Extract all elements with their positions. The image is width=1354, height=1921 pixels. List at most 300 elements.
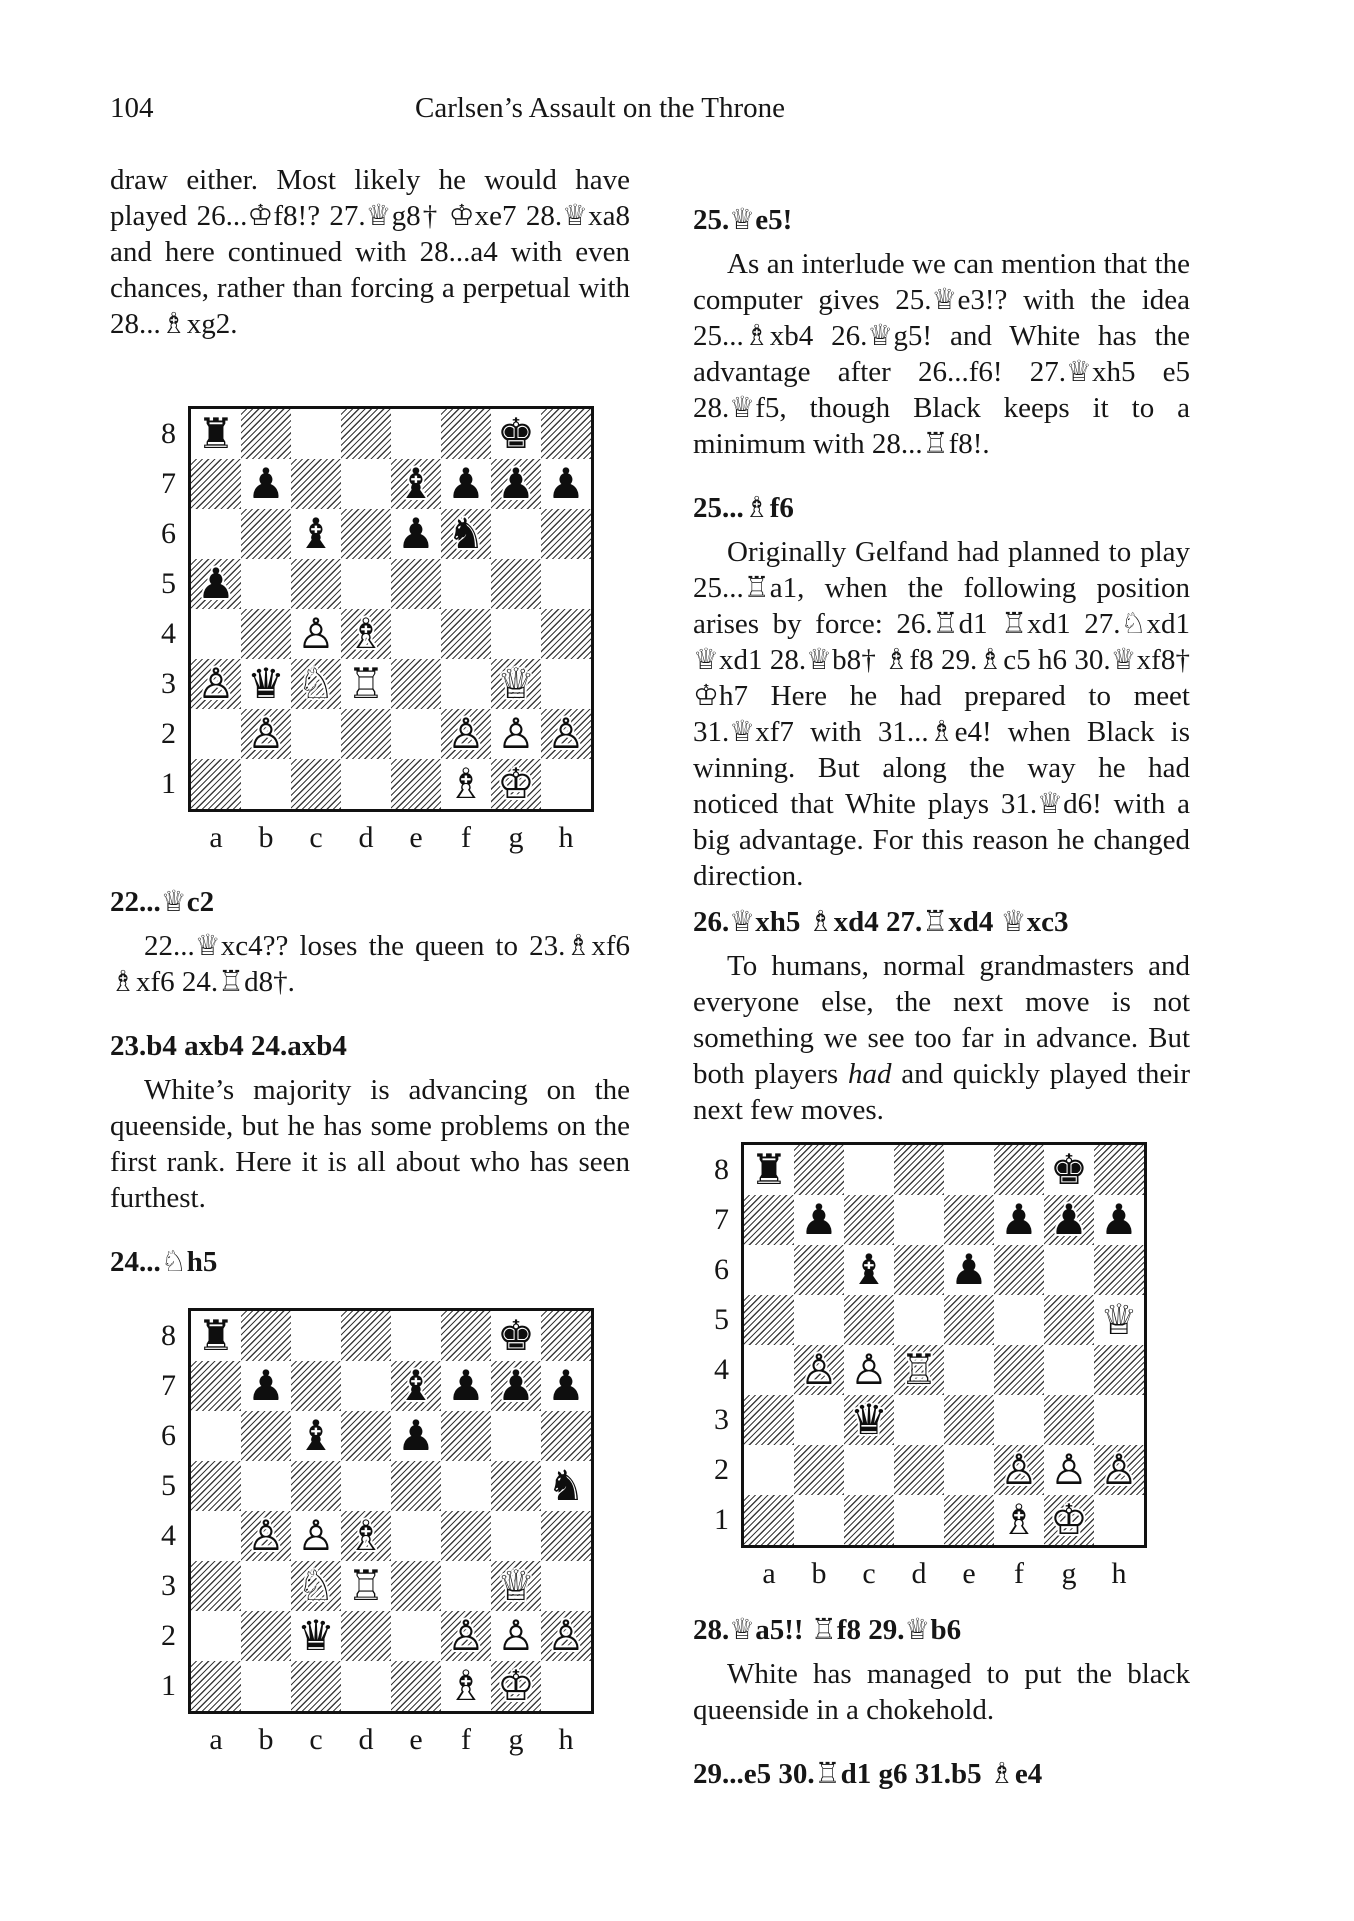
file-label-f: f — [1014, 1557, 1024, 1590]
white-pawn-f2: ♙ — [1000, 1445, 1038, 1494]
rank-label-1: 1 — [161, 1669, 176, 1702]
black-pawn-h7: ♟ — [1100, 1195, 1138, 1244]
paragraph-26-post: and quickly played their next few moves. — [693, 1058, 1190, 1126]
square-d7 — [341, 459, 391, 509]
square-d4 — [341, 609, 391, 659]
rank-label-6: 6 — [161, 1419, 176, 1452]
square-b8 — [241, 1311, 291, 1361]
square-f6 — [994, 1245, 1044, 1295]
square-a8 — [191, 409, 241, 459]
black-rook-a8: ♜ — [197, 1311, 235, 1360]
square-a2 — [191, 1611, 241, 1661]
white-rook-d3: ♖ — [347, 659, 385, 708]
white-pawn-f2: ♙ — [447, 709, 485, 758]
black-rook-a8: ♜ — [197, 409, 235, 458]
white-pawn-b4: ♙ — [247, 1511, 285, 1560]
square-f6 — [441, 509, 491, 559]
square-e8 — [391, 1311, 441, 1361]
square-h4 — [541, 1511, 591, 1561]
file-label-e: e — [409, 1723, 423, 1756]
square-c7 — [291, 1361, 341, 1411]
square-b7 — [794, 1195, 844, 1245]
white-queen-g3: ♕ — [497, 1561, 535, 1610]
square-d8 — [341, 409, 391, 459]
white-pawn-b2: ♙ — [247, 709, 285, 758]
square-c4 — [291, 1511, 341, 1561]
chess-diagram-1 — [150, 406, 630, 856]
square-c3 — [291, 1561, 341, 1611]
file-label-e: e — [409, 821, 423, 854]
two-column-body — [0, 162, 1354, 1800]
square-b3 — [794, 1395, 844, 1445]
square-g3 — [491, 659, 541, 709]
file-labels — [191, 820, 594, 856]
square-h1 — [541, 1661, 591, 1711]
move-heading-25: 25.♕e5! — [693, 204, 793, 236]
square-d1 — [341, 1661, 391, 1711]
file-label-a: a — [762, 1557, 776, 1590]
square-h8 — [541, 1311, 591, 1361]
square-d5 — [894, 1295, 944, 1345]
square-c8 — [291, 409, 341, 459]
file-labels — [191, 1722, 594, 1758]
paragraph-26-pre: To humans, normal grandmasters and everyone else, the next move is not something we see too far in advance. But both players — [693, 950, 1190, 1090]
square-e3 — [944, 1395, 994, 1445]
square-b2 — [241, 1611, 291, 1661]
square-d1 — [894, 1495, 944, 1545]
square-d6 — [894, 1245, 944, 1295]
paragraph-22-note: 22...♕xc4?? loses the queen to 23.♗xf6 ♗xf6 24.♖d8†. — [110, 930, 630, 998]
file-label-d: d — [358, 1723, 374, 1756]
square-d5 — [341, 1461, 391, 1511]
black-king-g8: ♚ — [1050, 1145, 1088, 1194]
rank-label-7: 7 — [161, 467, 176, 500]
square-d2 — [341, 709, 391, 759]
file-label-c: c — [309, 821, 323, 854]
square-f7 — [441, 459, 491, 509]
running-title: Carlsen’s Assault on the Throne — [415, 92, 785, 124]
square-b3 — [241, 659, 291, 709]
square-d4 — [341, 1511, 391, 1561]
square-d2 — [894, 1445, 944, 1495]
square-d3 — [341, 659, 391, 709]
white-pawn-h2: ♙ — [1100, 1445, 1138, 1494]
white-pawn-h2: ♙ — [547, 1611, 585, 1660]
square-a3 — [191, 659, 241, 709]
rank-label-4: 4 — [714, 1353, 729, 1386]
square-b1 — [241, 759, 291, 809]
square-c5 — [844, 1295, 894, 1345]
square-f7 — [994, 1195, 1044, 1245]
square-e1 — [391, 759, 441, 809]
white-rook-d3: ♖ — [347, 1561, 385, 1610]
black-pawn-b7: ♟ — [247, 1361, 285, 1410]
white-pawn-h2: ♙ — [547, 709, 585, 758]
white-king-g1: ♔ — [497, 759, 535, 808]
black-bishop-c6: ♝ — [850, 1245, 888, 1294]
file-label-d: d — [358, 821, 374, 854]
square-h3 — [541, 1561, 591, 1611]
square-c6 — [844, 1245, 894, 1295]
black-pawn-h7: ♟ — [547, 459, 585, 508]
square-g5 — [1044, 1295, 1094, 1345]
square-c4 — [291, 609, 341, 659]
white-pawn-a3: ♙ — [197, 659, 235, 708]
file-label-a: a — [209, 1723, 223, 1756]
file-label-b: b — [258, 821, 274, 854]
square-g4 — [491, 1511, 541, 1561]
right-column — [693, 162, 1190, 1800]
square-f2 — [994, 1445, 1044, 1495]
square-e7 — [391, 459, 441, 509]
square-e2 — [391, 1611, 441, 1661]
chessboard-3 — [741, 1142, 1147, 1548]
board-main — [741, 1142, 1147, 1592]
square-h8 — [541, 409, 591, 459]
paragraph-25b-note: Originally Gelfand had planned to play 25...♖a1, when the following position arises by force: 26.♖d1 ♖xd1 27.♘xd1 ♕xd1 28.♕b8† ♗f8 29.♗c5 h6 30.♕xf8† ♔h7 Here he had prepared to meet 31.♕xf7 with 31...♗e4! when Black is winning. But along the way he had noticed that White plays 31.♕d6! with a big advantage. For this reason he changed direction. — [693, 536, 1190, 892]
square-c8 — [844, 1145, 894, 1195]
square-c8 — [291, 1311, 341, 1361]
square-d3 — [341, 1561, 391, 1611]
page-header — [0, 0, 1354, 126]
square-h2 — [541, 1611, 591, 1661]
square-d6 — [341, 509, 391, 559]
square-g7 — [491, 1361, 541, 1411]
black-pawn-e6: ♟ — [397, 509, 435, 558]
square-d7 — [341, 1361, 391, 1411]
square-e5 — [391, 1461, 441, 1511]
black-pawn-g7: ♟ — [497, 1361, 535, 1410]
square-g3 — [491, 1561, 541, 1611]
move-heading-25b: 25...♗f6 — [693, 492, 794, 524]
white-bishop-f1: ♗ — [447, 759, 485, 808]
square-b5 — [241, 1461, 291, 1511]
white-pawn-g2: ♙ — [497, 1611, 535, 1660]
white-pawn-g2: ♙ — [1050, 1445, 1088, 1494]
black-pawn-h7: ♟ — [547, 1361, 585, 1410]
white-knight-c3: ♘ — [297, 659, 335, 708]
square-c6 — [291, 1411, 341, 1461]
square-e7 — [391, 1361, 441, 1411]
square-a6 — [744, 1245, 794, 1295]
square-g1 — [1044, 1495, 1094, 1545]
square-b7 — [241, 459, 291, 509]
square-e3 — [391, 1561, 441, 1611]
square-h7 — [541, 459, 591, 509]
rank-labels — [150, 406, 188, 856]
square-a1 — [191, 1661, 241, 1711]
square-e4 — [391, 609, 441, 659]
white-knight-c3: ♘ — [297, 1561, 335, 1610]
square-e5 — [944, 1295, 994, 1345]
square-f3 — [441, 1561, 491, 1611]
board-row — [150, 1308, 630, 1758]
square-a8 — [191, 1311, 241, 1361]
square-a7 — [191, 459, 241, 509]
square-f5 — [994, 1295, 1044, 1345]
square-c2 — [291, 709, 341, 759]
board-row — [703, 1142, 1190, 1592]
paragraph-23-note: White’s majority is advancing on the queenside, but he has some problems on the first rank. Here it is all about who has seen furthest. — [110, 1074, 630, 1214]
square-a7 — [191, 1361, 241, 1411]
rank-label-7: 7 — [714, 1203, 729, 1236]
square-f8 — [994, 1145, 1044, 1195]
square-b5 — [241, 559, 291, 609]
square-e1 — [944, 1495, 994, 1545]
square-h2 — [541, 709, 591, 759]
rank-label-4: 4 — [161, 617, 176, 650]
paragraph-25-note: As an interlude we can mention that the computer gives 25.♕e3!? with the idea 25...♗xb4 26.♕g5! and White has the advantage after 26...f6! 27.♕xh5 e5 28.♕f5, though Black keeps it to a minimum with 28...♖f8!. — [693, 248, 1190, 460]
square-h4 — [541, 609, 591, 659]
paragraph-26-note — [693, 948, 1190, 1128]
rank-label-3: 3 — [161, 667, 176, 700]
chess-diagram-3 — [703, 1142, 1190, 1592]
square-b6 — [241, 1411, 291, 1461]
square-f1 — [441, 1661, 491, 1711]
square-b6 — [794, 1245, 844, 1295]
rank-label-2: 2 — [161, 1619, 176, 1652]
page-number: 104 — [110, 92, 154, 124]
rank-label-2: 2 — [714, 1453, 729, 1486]
square-b4 — [241, 1511, 291, 1561]
square-g6 — [1044, 1245, 1094, 1295]
black-pawn-g7: ♟ — [497, 459, 535, 508]
file-label-d: d — [911, 1557, 927, 1590]
rank-label-5: 5 — [714, 1303, 729, 1336]
file-labels — [744, 1556, 1147, 1592]
square-g4 — [1044, 1345, 1094, 1395]
square-g6 — [491, 1411, 541, 1461]
square-d2 — [341, 1611, 391, 1661]
square-d8 — [341, 1311, 391, 1361]
square-h7 — [541, 1361, 591, 1411]
square-a1 — [191, 759, 241, 809]
square-c1 — [291, 1661, 341, 1711]
square-f1 — [441, 759, 491, 809]
white-rook-d4: ♖ — [900, 1345, 938, 1394]
square-g7 — [491, 459, 541, 509]
board-main — [188, 1308, 594, 1758]
square-c6 — [291, 509, 341, 559]
square-a2 — [191, 709, 241, 759]
black-pawn-b7: ♟ — [800, 1195, 838, 1244]
square-g6 — [491, 509, 541, 559]
move-heading-28: 28.♕a5!! ♖f8 29.♕b6 — [693, 1614, 962, 1646]
square-a3 — [191, 1561, 241, 1611]
file-label-c: c — [309, 1723, 323, 1756]
rank-label-2: 2 — [161, 717, 176, 750]
square-h1 — [1094, 1495, 1144, 1545]
square-a6 — [191, 509, 241, 559]
square-f2 — [441, 709, 491, 759]
square-f3 — [441, 659, 491, 709]
square-d8 — [894, 1145, 944, 1195]
black-pawn-f7: ♟ — [1000, 1195, 1038, 1244]
square-e5 — [391, 559, 441, 609]
square-h3 — [1094, 1395, 1144, 1445]
white-pawn-f2: ♙ — [447, 1611, 485, 1660]
square-c1 — [844, 1495, 894, 1545]
board-main — [188, 406, 594, 856]
square-c4 — [844, 1345, 894, 1395]
left-column — [110, 162, 630, 1758]
square-b2 — [794, 1445, 844, 1495]
square-g1 — [491, 759, 541, 809]
square-h2 — [1094, 1445, 1144, 1495]
square-c7 — [291, 459, 341, 509]
square-g2 — [491, 1611, 541, 1661]
square-f8 — [441, 1311, 491, 1361]
file-label-a: a — [209, 821, 223, 854]
square-d4 — [894, 1345, 944, 1395]
white-pawn-c4: ♙ — [850, 1345, 888, 1394]
square-a4 — [191, 609, 241, 659]
square-a1 — [744, 1495, 794, 1545]
paragraph-26-italic-word: had — [847, 1058, 892, 1090]
square-a5 — [191, 559, 241, 609]
black-bishop-c6: ♝ — [297, 509, 335, 558]
white-queen-g3: ♕ — [497, 659, 535, 708]
square-g3 — [1044, 1395, 1094, 1445]
white-bishop-d4: ♗ — [347, 609, 385, 658]
square-f8 — [441, 409, 491, 459]
white-pawn-g2: ♙ — [497, 709, 535, 758]
square-h5 — [541, 1461, 591, 1511]
white-king-g1: ♔ — [497, 1661, 535, 1710]
square-d3 — [894, 1395, 944, 1445]
black-rook-a8: ♜ — [750, 1145, 788, 1194]
square-b4 — [241, 609, 291, 659]
square-c3 — [291, 659, 341, 709]
square-e2 — [944, 1445, 994, 1495]
square-e4 — [391, 1511, 441, 1561]
file-label-c: c — [862, 1557, 876, 1590]
square-g5 — [491, 1461, 541, 1511]
black-pawn-e6: ♟ — [397, 1411, 435, 1460]
file-label-f: f — [461, 1723, 471, 1756]
square-f2 — [441, 1611, 491, 1661]
file-label-b: b — [258, 1723, 274, 1756]
square-g1 — [491, 1661, 541, 1711]
rank-label-1: 1 — [161, 767, 176, 800]
square-h6 — [541, 1411, 591, 1461]
paragraph-draw-either: draw either. Most likely he would have played 26...♔f8!? 27.♕g8† ♔xe7 28.♕xa8 and here continued with 28...a4 with even chances, rather than forcing a perpetual with 28...♗xg2. — [110, 164, 630, 340]
square-b5 — [794, 1295, 844, 1345]
square-b3 — [241, 1561, 291, 1611]
chess-diagram-2 — [150, 1308, 630, 1758]
move-heading-26: 26.♕xh5 ♗xd4 27.♖xd4 ♕xc3 — [693, 906, 1069, 938]
square-b1 — [241, 1661, 291, 1711]
square-e4 — [944, 1345, 994, 1395]
rank-label-3: 3 — [714, 1403, 729, 1436]
square-d1 — [341, 759, 391, 809]
square-h5 — [541, 559, 591, 609]
black-king-g8: ♚ — [497, 409, 535, 458]
black-bishop-e7: ♝ — [397, 1361, 435, 1410]
square-b2 — [241, 709, 291, 759]
rank-label-5: 5 — [161, 1469, 176, 1502]
square-a7 — [744, 1195, 794, 1245]
chessboard-2 — [188, 1308, 594, 1714]
square-b4 — [794, 1345, 844, 1395]
square-a5 — [744, 1295, 794, 1345]
paragraph-28-note: White has managed to put the black queenside in a chokehold. — [693, 1658, 1190, 1726]
white-bishop-f1: ♗ — [1000, 1495, 1038, 1544]
move-heading-23: 23.b4 axb4 24.axb4 — [110, 1030, 347, 1062]
square-e1 — [391, 1661, 441, 1711]
file-label-g: g — [508, 821, 524, 854]
file-label-h: h — [558, 821, 574, 854]
black-queen-b3: ♛ — [247, 659, 285, 708]
square-c1 — [291, 759, 341, 809]
black-knight-f6: ♞ — [447, 509, 485, 558]
square-a6 — [191, 1411, 241, 1461]
square-e6 — [391, 1411, 441, 1461]
square-a4 — [744, 1345, 794, 1395]
square-c7 — [844, 1195, 894, 1245]
square-b1 — [794, 1495, 844, 1545]
move-heading-29: 29...e5 30.♖d1 g6 31.b5 ♗e4 — [693, 1758, 1043, 1790]
square-e6 — [391, 509, 441, 559]
square-e3 — [391, 659, 441, 709]
square-b8 — [794, 1145, 844, 1195]
white-pawn-c4: ♙ — [297, 1511, 335, 1560]
black-queen-c3: ♛ — [850, 1395, 888, 1444]
square-g8 — [491, 1311, 541, 1361]
move-heading-24: 24...♘h5 — [110, 1246, 218, 1278]
black-knight-h5: ♞ — [547, 1461, 585, 1510]
square-g8 — [1044, 1145, 1094, 1195]
square-c3 — [844, 1395, 894, 1445]
square-a3 — [744, 1395, 794, 1445]
file-label-e: e — [962, 1557, 976, 1590]
square-h8 — [1094, 1145, 1144, 1195]
rank-label-3: 3 — [161, 1569, 176, 1602]
rank-label-7: 7 — [161, 1369, 176, 1402]
square-b6 — [241, 509, 291, 559]
square-g7 — [1044, 1195, 1094, 1245]
square-b8 — [241, 409, 291, 459]
file-label-h: h — [1111, 1557, 1127, 1590]
rank-labels — [150, 1308, 188, 1758]
white-bishop-d4: ♗ — [347, 1511, 385, 1560]
square-g2 — [491, 709, 541, 759]
square-f4 — [441, 1511, 491, 1561]
square-h5 — [1094, 1295, 1144, 1345]
file-label-f: f — [461, 821, 471, 854]
square-e8 — [391, 409, 441, 459]
rank-labels — [703, 1142, 741, 1592]
square-f3 — [994, 1395, 1044, 1445]
rank-label-8: 8 — [161, 417, 176, 450]
move-heading-22: 22...♕c2 — [110, 886, 215, 918]
square-e2 — [391, 709, 441, 759]
rank-label-6: 6 — [161, 517, 176, 550]
rank-label-8: 8 — [714, 1153, 729, 1186]
square-h4 — [1094, 1345, 1144, 1395]
square-h6 — [1094, 1245, 1144, 1295]
square-g8 — [491, 409, 541, 459]
rank-label-8: 8 — [161, 1319, 176, 1352]
square-f5 — [441, 1461, 491, 1511]
square-a2 — [744, 1445, 794, 1495]
square-f4 — [441, 609, 491, 659]
white-pawn-b4: ♙ — [800, 1345, 838, 1394]
square-h1 — [541, 759, 591, 809]
file-label-g: g — [1061, 1557, 1077, 1590]
square-d5 — [341, 559, 391, 609]
square-c2 — [291, 1611, 341, 1661]
